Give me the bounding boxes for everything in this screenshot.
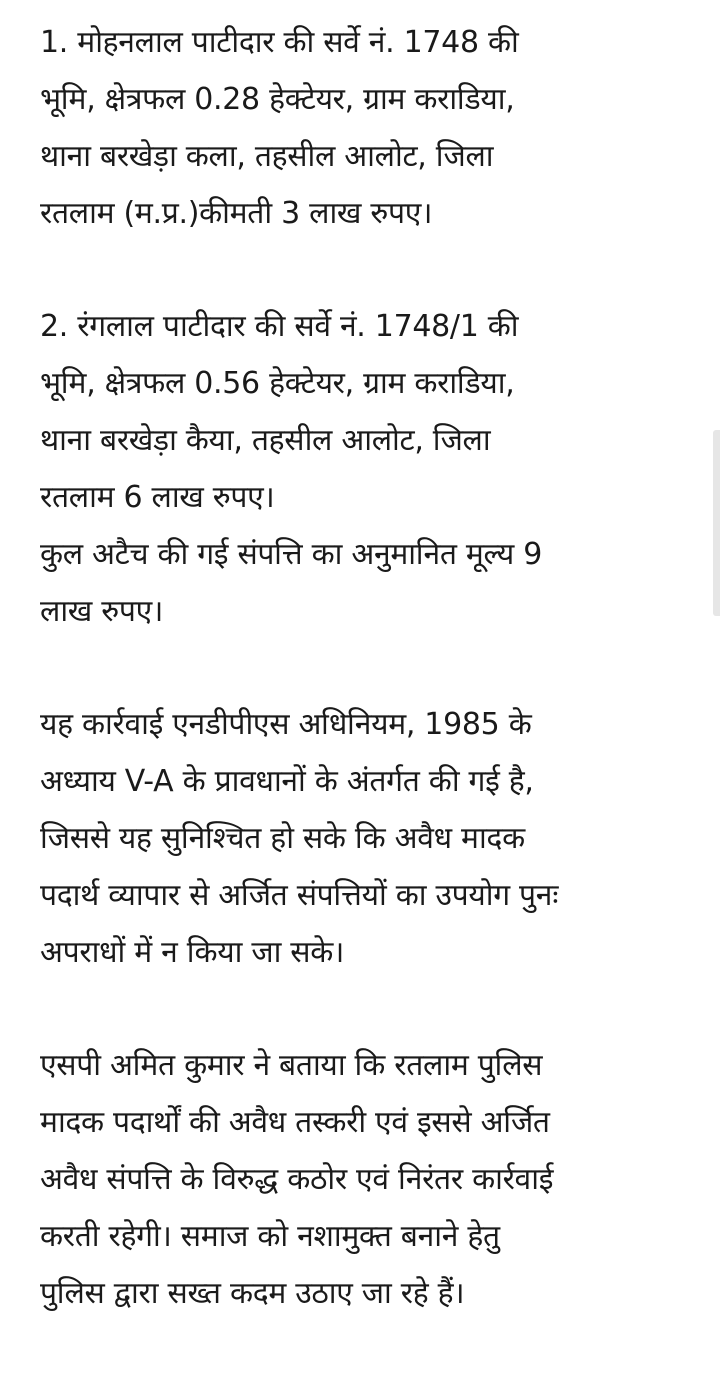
scrollbar-thumb[interactable]	[713, 430, 720, 616]
text-line: कुल अटैच की गई संपत्ति का अनुमानित मूल्य 9	[40, 537, 543, 572]
text-line: पुलिस द्वारा सख्त कदम उठाए जा रहे हैं।	[40, 1276, 465, 1311]
paragraph-property-1	[40, 14, 680, 242]
text-line: जिससे यह सुनिश्चित हो सके कि अवैध मादक	[40, 821, 525, 856]
text-line: एसपी अमित कुमार ने बताया कि रतलाम पुलिस	[40, 1048, 543, 1083]
text-line: लाख रुपए।	[40, 594, 164, 629]
paragraph-sp-statement	[40, 1037, 680, 1322]
text-line: अपराधों में न किया जा सके।	[40, 935, 345, 970]
text-line: रतलाम 6 लाख रुपए।	[40, 480, 275, 515]
text-line: करती रहेगी। समाज को नशामुक्त बनाने हेतु	[40, 1219, 500, 1254]
text-line: रतलाम (म.प्र.)कीमती 3 लाख रुपए।	[40, 196, 433, 231]
text-line: 2. रंगलाल पाटीदार की सर्वे नं. 1748/1 की	[40, 309, 519, 344]
text-line: मादक पदार्थों की अवैध तस्करी एवं इससे अर्जित	[40, 1105, 550, 1140]
text-line: अध्याय V-A के प्रावधानों के अंतर्गत की गई है,	[40, 764, 534, 799]
text-line: भूमि, क्षेत्रफल 0.56 हेक्टेयर, ग्राम कराडिया,	[40, 366, 515, 401]
text-line: अवैध संपत्ति के विरुद्ध कठोर एवं निरंतर कार्रवाई	[40, 1162, 554, 1197]
text-line: 1. मोहनलाल पाटीदार की सर्वे नं. 1748 की	[40, 25, 519, 60]
paragraph-ndps-act	[40, 696, 680, 981]
text-line: यह कार्रवाई एनडीपीएस अधिनियम, 1985 के	[40, 707, 532, 742]
text-line: थाना बरखेड़ा कला, तहसील आलोट, जिला	[40, 139, 494, 174]
article-body	[40, 14, 680, 1378]
text-line: थाना बरखेड़ा कैया, तहसील आलोट, जिला	[40, 423, 491, 458]
text-line: भूमि, क्षेत्रफल 0.28 हेक्टेयर, ग्राम कराडिया,	[40, 82, 515, 117]
text-line: पदार्थ व्यापार से अर्जित संपत्तियों का उपयोग पुनः	[40, 878, 559, 913]
paragraph-property-2	[40, 298, 680, 640]
